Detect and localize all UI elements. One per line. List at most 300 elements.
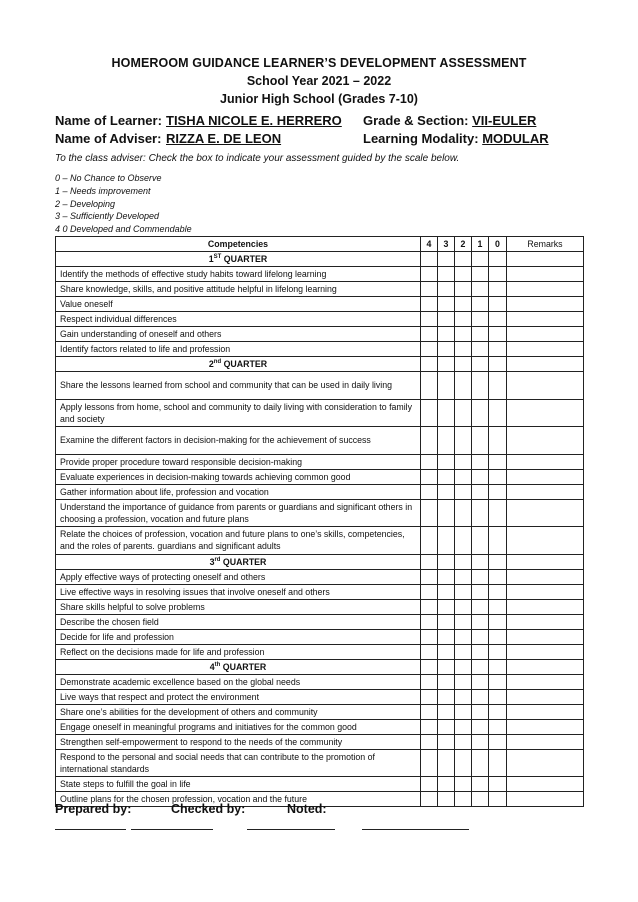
- remarks-cell[interactable]: [507, 777, 584, 792]
- score-0-checkbox-cell[interactable]: [489, 297, 507, 312]
- competency-text: Respect individual differences: [56, 312, 421, 327]
- table-row: [56, 327, 584, 342]
- score-2-checkbox-cell[interactable]: [455, 267, 472, 282]
- score-3-checkbox-cell[interactable]: [438, 427, 455, 455]
- score-4-checkbox-cell[interactable]: [421, 792, 438, 807]
- header-remarks: Remarks: [507, 237, 584, 252]
- score-3-checkbox-cell[interactable]: [438, 327, 455, 342]
- remarks-cell[interactable]: [507, 527, 584, 555]
- scale-item: 1 – Needs improvement: [55, 185, 151, 196]
- score-2-checkbox-cell[interactable]: [455, 614, 472, 629]
- quarter-heading: [56, 357, 421, 372]
- signature-line-noted: [362, 829, 469, 830]
- remarks-cell[interactable]: [507, 749, 584, 777]
- score-3-checkbox-cell[interactable]: [438, 704, 455, 719]
- learner-info: [55, 112, 595, 148]
- score-2-checkbox-cell[interactable]: [455, 644, 472, 659]
- table-row: [56, 454, 584, 469]
- score-4-checkbox-cell[interactable]: [421, 527, 438, 555]
- score-2-checkbox-cell[interactable]: [455, 297, 472, 312]
- score-3-checkbox-cell[interactable]: [438, 792, 455, 807]
- score-3-checkbox-cell[interactable]: [438, 614, 455, 629]
- remarks-cell[interactable]: [507, 469, 584, 484]
- score-4-checkbox-cell[interactable]: [421, 372, 438, 400]
- remarks-cell[interactable]: [507, 689, 584, 704]
- score-4-checkbox-cell[interactable]: [421, 734, 438, 749]
- score-2-checkbox-cell[interactable]: [455, 499, 472, 527]
- competency-text: Value oneself: [56, 297, 421, 312]
- score-0-checkbox-cell[interactable]: [489, 499, 507, 527]
- quarter-blank-cell: [455, 252, 472, 267]
- score-1-checkbox-cell[interactable]: [472, 399, 489, 427]
- score-4-checkbox-cell[interactable]: [421, 777, 438, 792]
- score-4-checkbox-cell[interactable]: [421, 484, 438, 499]
- header-score-2: 2: [455, 237, 472, 252]
- score-3-checkbox-cell[interactable]: [438, 674, 455, 689]
- competency-text: Identify factors related to life and profession: [56, 342, 421, 357]
- quarter-number: 4: [209, 661, 215, 672]
- score-0-checkbox-cell[interactable]: [489, 454, 507, 469]
- score-3-checkbox-cell[interactable]: [438, 499, 455, 527]
- table-row: [56, 689, 584, 704]
- score-0-checkbox-cell[interactable]: [489, 372, 507, 400]
- score-1-checkbox-cell[interactable]: [472, 427, 489, 455]
- table-row: [56, 427, 584, 455]
- score-3-checkbox-cell[interactable]: [438, 282, 455, 297]
- table-row: [56, 674, 584, 689]
- score-4-checkbox-cell[interactable]: [421, 749, 438, 777]
- competency-text: Provide proper procedure toward responsible decision-making: [56, 454, 421, 469]
- score-2-checkbox-cell[interactable]: [455, 719, 472, 734]
- competency-text: Relate the choices of profession, vocation and future plans to one’s skills, competencies, and the roles of parents. guardians and significant adults: [56, 527, 421, 555]
- score-0-checkbox-cell[interactable]: [489, 484, 507, 499]
- score-4-checkbox-cell[interactable]: [421, 719, 438, 734]
- remarks-cell[interactable]: [507, 282, 584, 297]
- score-4-checkbox-cell[interactable]: [421, 312, 438, 327]
- adviser-label: Name of Adviser:: [55, 131, 162, 146]
- quarter-label: QUARTER: [220, 661, 267, 672]
- competency-text: Reflect on the decisions made for life and profession: [56, 644, 421, 659]
- score-0-checkbox-cell[interactable]: [489, 749, 507, 777]
- quarter-row: [56, 659, 584, 674]
- score-3-checkbox-cell[interactable]: [438, 629, 455, 644]
- quarter-blank-cell: [421, 554, 438, 569]
- score-1-checkbox-cell[interactable]: [472, 454, 489, 469]
- header-competencies: Competencies: [56, 237, 421, 252]
- score-1-checkbox-cell[interactable]: [472, 569, 489, 584]
- remarks-cell[interactable]: [507, 399, 584, 427]
- score-1-checkbox-cell[interactable]: [472, 282, 489, 297]
- score-1-checkbox-cell[interactable]: [472, 372, 489, 400]
- score-0-checkbox-cell[interactable]: [489, 644, 507, 659]
- remarks-cell[interactable]: [507, 734, 584, 749]
- score-1-checkbox-cell[interactable]: [472, 644, 489, 659]
- quarter-heading: [56, 252, 421, 267]
- header-score-0: 0: [489, 237, 507, 252]
- quarter-label: QUARTER: [220, 556, 267, 567]
- school-level: Junior High School (Grades 7-10): [220, 92, 418, 106]
- score-0-checkbox-cell[interactable]: [489, 734, 507, 749]
- remarks-cell[interactable]: [507, 312, 584, 327]
- competency-text: Apply effective ways of protecting oneself and others: [56, 569, 421, 584]
- score-4-checkbox-cell[interactable]: [421, 454, 438, 469]
- competency-text: Identify the methods of effective study habits toward lifelong learning: [56, 267, 421, 282]
- score-1-checkbox-cell[interactable]: [472, 327, 489, 342]
- competency-text: Gain understanding of oneself and others: [56, 327, 421, 342]
- score-3-checkbox-cell[interactable]: [438, 297, 455, 312]
- score-2-checkbox-cell[interactable]: [455, 399, 472, 427]
- score-0-checkbox-cell[interactable]: [489, 599, 507, 614]
- quarter-blank-cell: [438, 252, 455, 267]
- table-row: [56, 629, 584, 644]
- prepared-by-label: Prepared by:: [55, 802, 132, 816]
- remarks-cell[interactable]: [507, 342, 584, 357]
- quarter-blank-cell: [489, 554, 507, 569]
- competency-text: Share skills helpful to solve problems: [56, 599, 421, 614]
- remarks-cell[interactable]: [507, 454, 584, 469]
- score-4-checkbox-cell[interactable]: [421, 469, 438, 484]
- remarks-cell[interactable]: [507, 644, 584, 659]
- score-3-checkbox-cell[interactable]: [438, 454, 455, 469]
- remarks-cell[interactable]: [507, 427, 584, 455]
- table-row: [56, 719, 584, 734]
- score-2-checkbox-cell[interactable]: [455, 372, 472, 400]
- score-2-checkbox-cell[interactable]: [455, 484, 472, 499]
- score-1-checkbox-cell[interactable]: [472, 469, 489, 484]
- header-score-3: 3: [438, 237, 455, 252]
- score-1-checkbox-cell[interactable]: [472, 629, 489, 644]
- score-0-checkbox-cell[interactable]: [489, 674, 507, 689]
- quarter-label: QUARTER: [221, 359, 268, 369]
- score-0-checkbox-cell[interactable]: [489, 469, 507, 484]
- score-4-checkbox-cell[interactable]: [421, 267, 438, 282]
- competency-text: Strengthen self-empowerment to respond to the needs of the community: [56, 734, 421, 749]
- score-4-checkbox-cell[interactable]: [421, 282, 438, 297]
- modality-label: Learning Modality:: [363, 131, 479, 146]
- score-3-checkbox-cell[interactable]: [438, 312, 455, 327]
- score-3-checkbox-cell[interactable]: [438, 599, 455, 614]
- score-3-checkbox-cell[interactable]: [438, 267, 455, 282]
- competencies-body: [56, 252, 584, 807]
- scale-item: 3 – Sufficiently Developed: [55, 211, 160, 222]
- learner-value: TISHA NICOLE E. HERRERO: [166, 113, 342, 128]
- remarks-cell[interactable]: [507, 599, 584, 614]
- remarks-cell[interactable]: [507, 569, 584, 584]
- rating-scale: [55, 172, 192, 236]
- info-row-learner: [55, 112, 595, 130]
- score-0-checkbox-cell[interactable]: [489, 282, 507, 297]
- grade-section: [363, 112, 536, 130]
- score-1-checkbox-cell[interactable]: [472, 584, 489, 599]
- competency-text: Decide for life and profession: [56, 629, 421, 644]
- score-0-checkbox-cell[interactable]: [489, 399, 507, 427]
- quarter-suffix: ST: [213, 254, 222, 261]
- score-2-checkbox-cell[interactable]: [455, 427, 472, 455]
- quarter-blank-cell: [507, 357, 584, 372]
- instruction-text: To the class adviser: Check the box to indicate your assessment guided by the scale below.: [55, 153, 460, 164]
- quarter-blank-cell: [438, 554, 455, 569]
- score-2-checkbox-cell[interactable]: [455, 569, 472, 584]
- competency-text: Apply lessons from home, school and community to daily living with consideration to family and society: [56, 399, 421, 427]
- signature-line-checked: [247, 829, 335, 830]
- score-2-checkbox-cell[interactable]: [455, 734, 472, 749]
- score-4-checkbox-cell[interactable]: [421, 297, 438, 312]
- score-4-checkbox-cell[interactable]: [421, 342, 438, 357]
- score-1-checkbox-cell[interactable]: [472, 484, 489, 499]
- grade-label: Grade & Section:: [363, 113, 469, 128]
- score-0-checkbox-cell[interactable]: [489, 569, 507, 584]
- score-1-checkbox-cell[interactable]: [472, 499, 489, 527]
- quarter-heading: [56, 659, 421, 674]
- score-3-checkbox-cell[interactable]: [438, 484, 455, 499]
- table-row: [56, 527, 584, 555]
- score-1-checkbox-cell[interactable]: [472, 704, 489, 719]
- scale-item: 0 – No Chance to Observe: [55, 173, 162, 183]
- score-0-checkbox-cell[interactable]: [489, 267, 507, 282]
- header-score-4: 4: [421, 237, 438, 252]
- table-row: [56, 599, 584, 614]
- score-3-checkbox-cell[interactable]: [438, 734, 455, 749]
- table-row: [56, 267, 584, 282]
- remarks-cell[interactable]: [507, 327, 584, 342]
- quarter-row: [56, 357, 584, 372]
- score-3-checkbox-cell[interactable]: [438, 527, 455, 555]
- header-score-1: 1: [472, 237, 489, 252]
- remarks-cell[interactable]: [507, 499, 584, 527]
- modality-value: MODULAR: [482, 131, 549, 146]
- quarter-number: 3: [209, 556, 215, 567]
- remarks-cell[interactable]: [507, 719, 584, 734]
- quarter-row: [56, 554, 584, 569]
- table-row: [56, 777, 584, 792]
- quarter-suffix: rd: [214, 556, 221, 563]
- score-3-checkbox-cell[interactable]: [438, 469, 455, 484]
- score-2-checkbox-cell[interactable]: [455, 342, 472, 357]
- score-0-checkbox-cell[interactable]: [489, 584, 507, 599]
- quarter-row: [56, 252, 584, 267]
- quarter-suffix: th: [214, 661, 221, 668]
- quarter-blank-cell: [489, 357, 507, 372]
- remarks-cell[interactable]: [507, 614, 584, 629]
- score-2-checkbox-cell[interactable]: [455, 704, 472, 719]
- score-2-checkbox-cell[interactable]: [455, 312, 472, 327]
- quarter-blank-cell: [421, 252, 438, 267]
- score-1-checkbox-cell[interactable]: [472, 674, 489, 689]
- table-row: [56, 614, 584, 629]
- remarks-cell[interactable]: [507, 704, 584, 719]
- score-1-checkbox-cell[interactable]: [472, 342, 489, 357]
- score-1-checkbox-cell[interactable]: [472, 297, 489, 312]
- competency-text: Understand the importance of guidance from parents or guardians and significant others in choosing a profession, vocation and future plans: [56, 499, 421, 527]
- quarter-blank-cell: [455, 659, 472, 674]
- competency-text: State steps to fulfill the goal in life: [56, 777, 421, 792]
- score-3-checkbox-cell[interactable]: [438, 777, 455, 792]
- score-2-checkbox-cell[interactable]: [455, 689, 472, 704]
- table-row: [56, 749, 584, 777]
- score-3-checkbox-cell[interactable]: [438, 749, 455, 777]
- score-1-checkbox-cell[interactable]: [472, 719, 489, 734]
- score-2-checkbox-cell[interactable]: [455, 454, 472, 469]
- remarks-cell[interactable]: [507, 267, 584, 282]
- score-2-checkbox-cell[interactable]: [455, 749, 472, 777]
- remarks-cell[interactable]: [507, 484, 584, 499]
- quarter-blank-cell: [421, 357, 438, 372]
- score-0-checkbox-cell[interactable]: [489, 427, 507, 455]
- remarks-cell[interactable]: [507, 297, 584, 312]
- remarks-cell[interactable]: [507, 372, 584, 400]
- score-0-checkbox-cell[interactable]: [489, 792, 507, 807]
- grade-value: VII-EULER: [472, 113, 537, 128]
- score-2-checkbox-cell[interactable]: [455, 527, 472, 555]
- quarter-blank-cell: [472, 554, 489, 569]
- score-1-checkbox-cell[interactable]: [472, 689, 489, 704]
- table-header-row: [56, 237, 584, 252]
- table-row: [56, 499, 584, 527]
- score-4-checkbox-cell[interactable]: [421, 629, 438, 644]
- score-2-checkbox-cell[interactable]: [455, 674, 472, 689]
- document-header: [0, 54, 638, 108]
- table-row: [56, 484, 584, 499]
- score-4-checkbox-cell[interactable]: [421, 674, 438, 689]
- quarter-blank-cell: [507, 659, 584, 674]
- score-3-checkbox-cell[interactable]: [438, 584, 455, 599]
- noted-label: Noted:: [287, 802, 327, 816]
- score-1-checkbox-cell[interactable]: [472, 734, 489, 749]
- table-row: [56, 584, 584, 599]
- remarks-cell[interactable]: [507, 629, 584, 644]
- score-0-checkbox-cell[interactable]: [489, 629, 507, 644]
- score-1-checkbox-cell[interactable]: [472, 749, 489, 777]
- info-row-adviser: [55, 130, 595, 148]
- score-4-checkbox-cell[interactable]: [421, 569, 438, 584]
- signature-line-prepared-2: [131, 829, 213, 830]
- score-2-checkbox-cell[interactable]: [455, 469, 472, 484]
- score-0-checkbox-cell[interactable]: [489, 327, 507, 342]
- competency-text: Share one’s abilities for the development of others and community: [56, 704, 421, 719]
- score-4-checkbox-cell[interactable]: [421, 689, 438, 704]
- scale-item: 4 0 Developed and Commendable: [55, 224, 192, 235]
- document-title: HOMEROOM GUIDANCE LEARNER’S DEVELOPMENT ASSESSMENT: [111, 56, 527, 70]
- table-row: [56, 297, 584, 312]
- score-1-checkbox-cell[interactable]: [472, 267, 489, 282]
- score-0-checkbox-cell[interactable]: [489, 777, 507, 792]
- quarter-blank-cell: [472, 252, 489, 267]
- score-4-checkbox-cell[interactable]: [421, 499, 438, 527]
- score-4-checkbox-cell[interactable]: [421, 644, 438, 659]
- table-row: [56, 372, 584, 400]
- competency-text: Share knowledge, skills, and positive attitude helpful in lifelong learning: [56, 282, 421, 297]
- score-2-checkbox-cell[interactable]: [455, 792, 472, 807]
- competency-text: Examine the different factors in decision-making for the achievement of success: [56, 427, 421, 455]
- score-1-checkbox-cell[interactable]: [472, 777, 489, 792]
- quarter-blank-cell: [489, 252, 507, 267]
- score-4-checkbox-cell[interactable]: [421, 614, 438, 629]
- score-0-checkbox-cell[interactable]: [489, 312, 507, 327]
- score-4-checkbox-cell[interactable]: [421, 584, 438, 599]
- score-4-checkbox-cell[interactable]: [421, 704, 438, 719]
- quarter-blank-cell: [421, 659, 438, 674]
- score-0-checkbox-cell[interactable]: [489, 719, 507, 734]
- quarter-suffix: nd: [213, 359, 222, 366]
- score-3-checkbox-cell[interactable]: [438, 569, 455, 584]
- score-4-checkbox-cell[interactable]: [421, 599, 438, 614]
- score-2-checkbox-cell[interactable]: [455, 327, 472, 342]
- score-3-checkbox-cell[interactable]: [438, 644, 455, 659]
- quarter-blank-cell: [472, 659, 489, 674]
- score-3-checkbox-cell[interactable]: [438, 372, 455, 400]
- score-1-checkbox-cell[interactable]: [472, 527, 489, 555]
- learning-modality: [363, 130, 549, 148]
- score-2-checkbox-cell[interactable]: [455, 629, 472, 644]
- score-1-checkbox-cell[interactable]: [472, 792, 489, 807]
- score-1-checkbox-cell[interactable]: [472, 599, 489, 614]
- quarter-blank-cell: [507, 554, 584, 569]
- checked-by-label: Checked by:: [171, 802, 246, 816]
- scale-item: 2 – Developing: [55, 198, 116, 209]
- table-row: [56, 734, 584, 749]
- table-row: [56, 704, 584, 719]
- quarter-label: QUARTER: [221, 254, 268, 264]
- competency-text: Gather information about life, profession and vocation: [56, 484, 421, 499]
- score-0-checkbox-cell[interactable]: [489, 689, 507, 704]
- score-2-checkbox-cell[interactable]: [455, 584, 472, 599]
- school-year: School Year 2021 – 2022: [246, 74, 392, 88]
- table-row: [56, 644, 584, 659]
- table-row: [56, 282, 584, 297]
- score-3-checkbox-cell[interactable]: [438, 342, 455, 357]
- quarter-blank-cell: [455, 554, 472, 569]
- learner-label: Name of Learner:: [55, 113, 162, 128]
- score-2-checkbox-cell[interactable]: [455, 599, 472, 614]
- quarter-blank-cell: [438, 357, 455, 372]
- competency-text: Demonstrate academic excellence based on the global needs: [56, 674, 421, 689]
- score-1-checkbox-cell[interactable]: [472, 614, 489, 629]
- score-0-checkbox-cell[interactable]: [489, 527, 507, 555]
- score-3-checkbox-cell[interactable]: [438, 689, 455, 704]
- score-0-checkbox-cell[interactable]: [489, 704, 507, 719]
- score-4-checkbox-cell[interactable]: [421, 399, 438, 427]
- table-row: [56, 312, 584, 327]
- quarter-heading: [56, 554, 421, 569]
- table-row: [56, 342, 584, 357]
- quarter-blank-cell: [489, 659, 507, 674]
- score-2-checkbox-cell[interactable]: [455, 282, 472, 297]
- competency-text: Outline plans for the chosen profession, vocation and the future: [56, 792, 421, 807]
- table-row: [56, 569, 584, 584]
- competency-text: Describe the chosen field: [56, 614, 421, 629]
- competency-text: Respond to the personal and social needs that can contribute to the promotion of international standards: [56, 749, 421, 777]
- competencies-table: [55, 236, 584, 807]
- score-1-checkbox-cell[interactable]: [472, 312, 489, 327]
- score-3-checkbox-cell[interactable]: [438, 399, 455, 427]
- score-0-checkbox-cell[interactable]: [489, 614, 507, 629]
- remarks-cell[interactable]: [507, 674, 584, 689]
- competency-text: Evaluate experiences in decision-making towards achieving common good: [56, 469, 421, 484]
- score-4-checkbox-cell[interactable]: [421, 427, 438, 455]
- score-4-checkbox-cell[interactable]: [421, 327, 438, 342]
- quarter-blank-cell: [455, 357, 472, 372]
- score-0-checkbox-cell[interactable]: [489, 342, 507, 357]
- quarter-number: 2: [208, 359, 214, 369]
- score-2-checkbox-cell[interactable]: [455, 777, 472, 792]
- quarter-blank-cell: [472, 357, 489, 372]
- table-row: [56, 399, 584, 427]
- remarks-cell[interactable]: [507, 792, 584, 807]
- signature-line-prepared: [55, 829, 126, 830]
- remarks-cell[interactable]: [507, 584, 584, 599]
- score-3-checkbox-cell[interactable]: [438, 719, 455, 734]
- competency-text: Live effective ways in resolving issues that involve oneself and others: [56, 584, 421, 599]
